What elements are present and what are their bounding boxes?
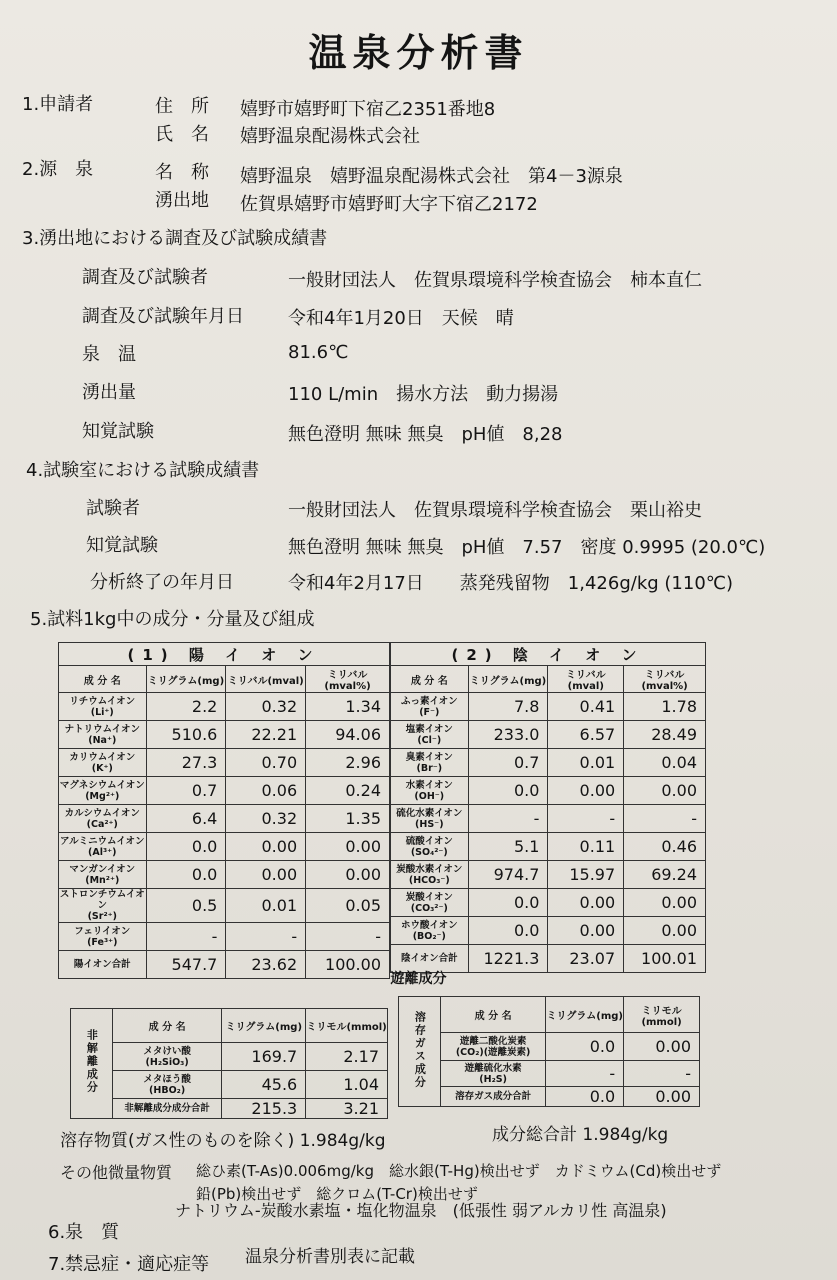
anion-row-name: 炭酸イオン (CO₃²⁻) [391,889,469,917]
anion-row-mval: 0.01 [548,749,624,777]
anion-row-mval: 0.11 [548,833,624,861]
name-label: 氏 名 [155,124,209,145]
cation-col-mg: ミリグラム(mg) [146,666,226,693]
anion-col-mval: ミリバル(mval) [548,666,624,693]
sensory-test-label: 知覚試験 [82,421,154,442]
anion-row-pct: 69.24 [624,861,706,889]
cation-row-name: リチウムイオン (Li⁺) [59,693,147,721]
cation-group-title: (1) 陽 イ オ ン [59,643,390,666]
survey-tester-label: 調査及び試験者 [82,267,208,288]
spring-location-label: 湧出地 [155,190,209,211]
gas-total-mg: 0.0 [546,1087,624,1107]
nonvolatile-total-label: 非解離成分成分合計 [112,1099,222,1119]
flow-rate-value: 110 L/min 揚水方法 動力揚湯 [288,384,559,405]
anion-col-name: 成 分 名 [391,666,469,693]
anion-row-pct: 0.46 [624,833,706,861]
gas-row-name: 遊離硫化水素 (H₂S) [440,1061,546,1087]
analysis-date-label: 分析終了の年月日 [90,572,234,593]
cation-row-mg: 2.2 [146,693,226,721]
nonvolatile-total-mmol: 3.21 [306,1099,388,1119]
anion-row [391,693,706,721]
cation-row-mval: 0.06 [226,777,306,805]
gas-row-mg: - [546,1061,624,1087]
cation-row-pct: 1.34 [306,693,390,721]
cation-row-name: ナトリウムイオン (Na⁺) [59,721,147,749]
nonvolatile-total-mg: 215.3 [222,1099,306,1119]
cation-row-pct: 0.24 [306,777,390,805]
survey-date-value: 令和4年1月20日 天候 晴 [288,308,514,329]
cation-row-mg: 0.7 [146,777,226,805]
anion-row-mval: 6.57 [548,721,624,749]
nonvolatile-row-name: メタほう酸 (HBO₂) [112,1071,222,1099]
anion-group-title: (2) 陰 イ オ ン [391,643,706,666]
cation-row-mval: 0.00 [226,833,306,861]
lab-sensory-label: 知覚試験 [86,535,158,556]
spring-temp-value: 81.6℃ [288,342,349,363]
anion-row [391,749,706,777]
anion-row-pct: 0.00 [624,777,706,805]
cation-row-pct: 0.00 [306,833,390,861]
cation-row-mg: 6.4 [146,805,226,833]
cation-row [59,861,390,889]
document-title: 温泉分析書 [308,31,529,75]
cation-row [59,889,390,923]
anion-row [391,805,706,833]
gas-table [398,996,700,1107]
cation-row-mg: 0.0 [146,861,226,889]
anion-row-pct: - [624,805,706,833]
anion-row-name: 塩素イオン (Cl⁻) [391,721,469,749]
name-value: 嬉野温泉配湯株式会社 [240,126,420,147]
cation-row [59,749,390,777]
flow-rate-label: 湧出量 [82,382,136,403]
gas-side-label: 溶存ガス成分 [399,997,441,1107]
cation-row-name: フェリイオン (Fe³⁺) [59,923,147,951]
anion-row-mg: 0.7 [468,749,548,777]
anion-row-pct: 0.00 [624,889,706,917]
anion-row [391,861,706,889]
address-value: 嬉野市嬉野町下宿乙2351番地8 [240,99,496,120]
cation-row-mval: 22.21 [226,721,306,749]
analysis-date-value: 令和4年2月17日 蒸発残留物 1,426g/kg (110℃) [288,573,734,594]
anion-row-name: 臭素イオン (Br⁻) [391,749,469,777]
cation-row [59,833,390,861]
anion-row-mval: - [548,805,624,833]
cation-row-pct: - [306,923,390,951]
anion-row-name: ホウ酸イオン (BO₂⁻) [391,917,469,945]
anion-col-pct: ミリバル(mval%) [624,666,706,693]
cation-row [59,721,390,749]
cation-row-mg: 0.0 [146,833,226,861]
cation-row-pct: 2.96 [306,749,390,777]
cation-row-mg: 510.6 [146,721,226,749]
lab-tester-label: 試験者 [86,498,140,519]
gas-row-mmol: - [624,1061,700,1087]
cation-row-name: ストロンチウムイオン (Sr²⁺) [59,889,145,922]
section6-label: 6.泉 質 [48,1222,120,1243]
anion-total-mval: 23.07 [548,945,624,973]
gas-col-mg: ミリグラム(mg) [546,997,624,1033]
cation-col-name: 成 分 名 [59,666,147,693]
gas-row-mg: 0.0 [546,1033,624,1061]
nonvolatile-row-name: メタけい酸 (H₂SiO₃) [112,1043,222,1071]
nonvolatile-row-mmol: 2.17 [306,1043,388,1071]
cation-row-mval: 0.00 [226,861,306,889]
cation-row-name: マグネシウムイオン (Mg²⁺) [59,777,147,805]
cation-col-mval: ミリバル(mval) [226,666,306,693]
anion-row [391,889,706,917]
nonvolatile-table [70,1008,388,1119]
cation-table [58,642,390,979]
anion-row-mg: 5.1 [468,833,548,861]
anion-row-mg: 233.0 [468,721,548,749]
cation-row-mg: 0.5 [146,889,226,923]
anion-col-mg: ミリグラム(mg) [468,666,548,693]
spring-location-value: 佐賀県嬉野市嬉野町大字下宿乙2172 [240,194,538,215]
nonvolatile-col-mmol: ミリモル(mmol) [306,1009,388,1043]
address-label: 住 所 [155,96,209,117]
gas-row-name: 遊離二酸化炭素 (CO₂)(遊離炭素) [440,1033,546,1061]
anion-total-label: 陰イオン合計 [391,945,469,973]
trace-line1: 総ひ素(T-As)0.006mg/kg 総水銀(T-Hg)検出せず カドミウム(Cd)検出せず [196,1162,722,1180]
cation-row-pct: 1.35 [306,805,390,833]
nonvolatile-col-name: 成 分 名 [112,1009,222,1043]
cation-row-mval: - [226,923,306,951]
section4-label: 4.試験室における試験成績書 [26,460,260,481]
anion-total-mg: 1221.3 [468,945,548,973]
cation-row-mg: 27.3 [146,749,226,777]
cation-row [59,693,390,721]
gas-total-mmol: 0.00 [624,1087,700,1107]
lab-tester-value: 一般財団法人 佐賀県環境科学検査協会 栗山裕史 [288,500,702,521]
cation-row-name: カリウムイオン (K⁺) [59,749,147,777]
cation-row-pct: 0.00 [306,861,390,889]
anion-row-mval: 15.97 [548,861,624,889]
trace-line2: 鉛(Pb)検出せず 総クロム(T-Cr)検出せず [196,1185,478,1203]
anion-row-mval: 0.41 [548,693,624,721]
anion-row-name: 水素イオン (OH⁻) [391,777,469,805]
gas-row-mmol: 0.00 [624,1033,700,1061]
anion-row-mval: 0.00 [548,917,624,945]
section3-label: 3.湧出地における調査及び試験成績書 [22,228,328,249]
cation-total-label: 陽イオン合計 [59,951,147,979]
cation-row-pct: 94.06 [306,721,390,749]
anion-row [391,721,706,749]
anion-row-pct: 0.04 [624,749,706,777]
anion-row-mval: 0.00 [548,777,624,805]
cation-row-name: カルシウムイオン (Ca²⁺) [59,805,147,833]
lab-sensory-value: 無色澄明 無味 無臭 pH値 7.57 密度 0.9995 (20.0℃) [288,537,766,558]
cation-col-pct: ミリバル(mval%) [306,666,390,693]
nonvolatile-row-mg: 169.7 [222,1043,306,1071]
spring-temp-label: 泉 温 [82,344,136,365]
cation-row [59,923,390,951]
anion-row-mg: 0.0 [468,889,548,917]
cation-row [59,805,390,833]
anion-row-mg: - [468,805,548,833]
anion-row [391,833,706,861]
cation-row-mval: 0.01 [226,889,306,923]
anion-table [390,642,706,973]
section1-label: 1.申請者 [22,94,94,115]
gas-col-name: 成 分 名 [440,997,546,1033]
cation-row-mval: 0.32 [226,805,306,833]
nonvolatile-col-mg: ミリグラム(mg) [222,1009,306,1043]
anion-row-name: 硫酸イオン (SO₄²⁻) [391,833,469,861]
free-components-title: 遊離成分 [390,971,447,987]
cation-row-mval: 0.70 [226,749,306,777]
survey-tester-value: 一般財団法人 佐賀県環境科学検査協会 柿本直仁 [288,270,702,291]
section5-label: 5.試料1kg中の成分・分量及び組成 [30,609,315,630]
cation-total-mg: 547.7 [146,951,226,979]
anion-row-mval: 0.00 [548,889,624,917]
anion-row [391,917,706,945]
cation-row-name: アルミニウムイオン (Al³⁺) [59,833,147,861]
anion-row-pct: 1.78 [624,693,706,721]
survey-date-label: 調査及び試験年月日 [82,306,244,327]
source-name-value: 嬉野温泉 嬉野温泉配湯株式会社 第4－3源泉 [240,166,623,187]
nonvolatile-row-mmol: 1.04 [306,1071,388,1099]
section2-label: 2.源 泉 [22,159,94,180]
section7-label: 7.禁忌症・適応症等 [48,1254,210,1275]
source-name-label: 名 称 [155,162,209,183]
anion-row-pct: 28.49 [624,721,706,749]
cation-row-pct: 0.05 [306,889,390,923]
nonvolatile-side-label: 非解離成分 [71,1009,113,1119]
cation-total-mval: 23.62 [226,951,306,979]
cation-row-name: マンガンイオン (Mn²⁺) [59,861,147,889]
spring-quality-value: ナトリウム-炭酸水素塩・塩化物温泉 (低張性 弱アルカリ性 高温泉) [175,1201,667,1220]
dissolved-matter: 溶存物質(ガス性のものを除く) 1.984g/kg [60,1131,386,1151]
cation-row [59,777,390,805]
anion-row [391,777,706,805]
anion-row-mg: 974.7 [468,861,548,889]
sensory-test-value: 無色澄明 無味 無臭 pH値 8,28 [288,424,563,445]
anion-row-pct: 0.00 [624,917,706,945]
anion-total-pct: 100.01 [624,945,706,973]
indications-value: 温泉分析書別表に記載 [245,1247,415,1267]
anion-row-mg: 7.8 [468,693,548,721]
gas-total-label: 溶存ガス成分合計 [440,1087,546,1107]
anion-row-mg: 0.0 [468,777,548,805]
nonvolatile-row-mg: 45.6 [222,1071,306,1099]
cation-total-pct: 100.00 [306,951,390,979]
cation-row-mg: - [146,923,226,951]
anion-row-mg: 0.0 [468,917,548,945]
anion-row-name: 硫化水素イオン (HS⁻) [391,805,469,833]
anion-row-name: ふっ素イオン (F⁻) [391,693,469,721]
grand-total: 成分総合計 1.984g/kg [492,1125,669,1145]
trace-label: その他微量物質 [60,1163,173,1182]
gas-col-mmol: ミリモル(mmol) [624,997,700,1033]
cation-row-mval: 0.32 [226,693,306,721]
anion-row-name: 炭酸水素イオン (HCO₃⁻) [391,861,469,889]
